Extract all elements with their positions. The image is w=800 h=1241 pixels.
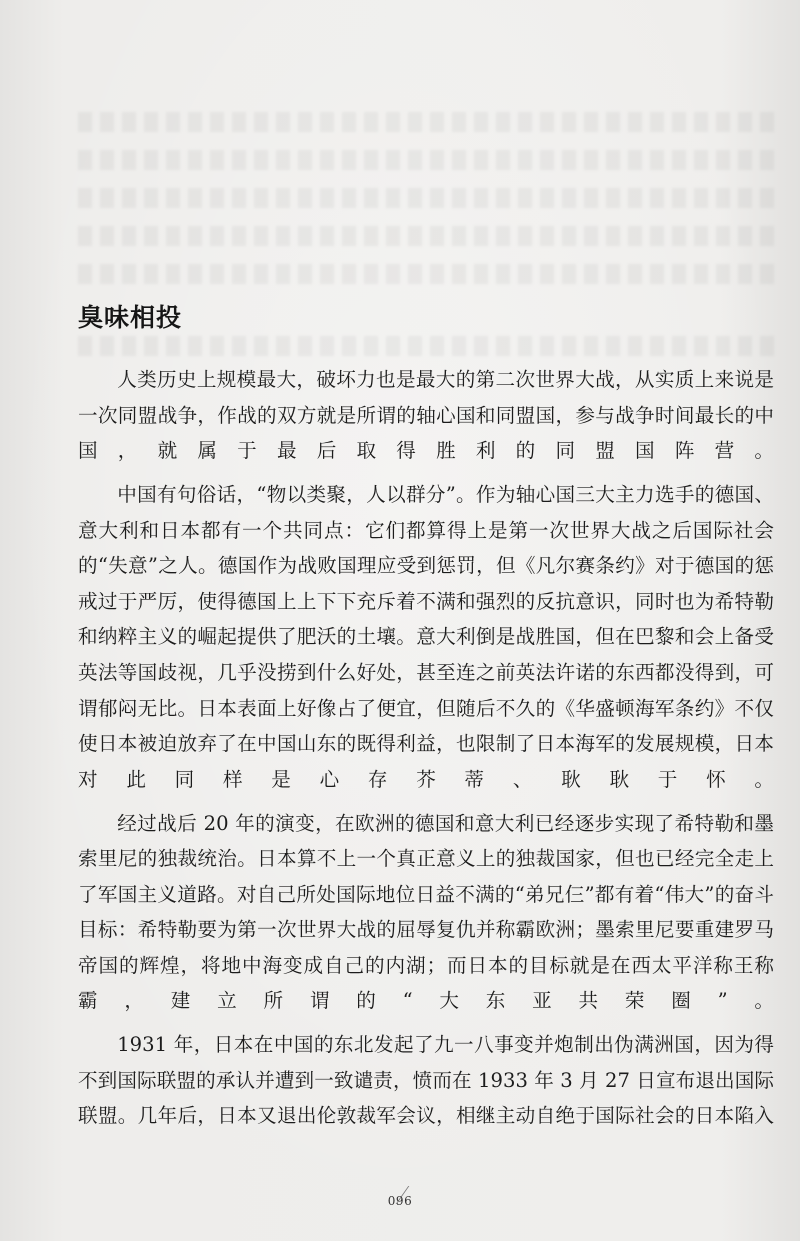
paragraph: 经过战后 20 年的演变，在欧洲的德国和意大利已经逐步实现了希特勒和墨索里尼的独裁统治。日本算不上一个真正意义上的独裁国家，但也已经完全走上了军国主义道路。对自己所处国际地位日益不满的“弟兄仨”都有着“伟大”的奋斗目标：希特勒要为第一次世界大战的屈辱复仇并称霸欧洲；墨索里尼要重建罗马帝国的辉煌，将地中海变成自己的内湖；而日本的目标就是在西太平洋称王称霸，建立所谓的“大东亚共荣圈”。: [78, 811, 774, 1013]
bleed-through-line: [78, 336, 778, 356]
body-text: [78, 362, 774, 1142]
paragraph: 1931 年，日本在中国的东北发起了九一八事变并炮制出伪满洲国，因为得不到国际联盟的承认并遭到一致谴责，愤而在 1933 年 3 月 27 日宣布退出国际联盟。几年后，日本又退出伦敦裁军会议，相继主动自绝于国际社会的日本陷入: [78, 1033, 774, 1128]
paragraph: 人类历史上规模最大，破坏力也是最大的第二次世界大战，从实质上来说是一次同盟战争，作战的双方就是所谓的轴心国和同盟国，参与战争时间最长的中国，就属于最后取得胜利的同盟国阵营。: [78, 368, 774, 463]
bleed-through-line: [78, 226, 778, 246]
bleed-through-line: [78, 150, 778, 170]
paragraph: 中国有句俗话，“物以类聚，人以群分”。作为轴心国三大主力选手的德国、意大利和日本都有一个共同点：它们都算得上是第一次世界大战之后国际社会的“失意”之人。德国作为战败国理应受到惩罚，但《凡尔赛条约》对于德国的惩戒过于严厉，使得德国上上下下充斥着不满和强烈的反抗意识，同时也为希特勒和纳粹主义的崛起提供了肥沃的土壤。意大利倒是战胜国，但在巴黎和会上备受英法等国歧视，几乎没捞到什么好处，甚至连之前英法许诺的东西都没得到，可谓郁闷无比。日本表面上好像占了便宜，但随后不久的《华盛顿海军条约》不仅使日本被迫放弃了在中国山东的既得利益，也限制了日本海军的发展规模，日本对此同样是心存芥蒂、耿耿于怀。: [78, 482, 774, 791]
bleed-through-line: [78, 188, 778, 208]
section-heading: 臭味相投: [78, 303, 183, 332]
bleed-through-line: [78, 264, 778, 284]
bleed-through-line: [78, 112, 778, 132]
page-number: 096: [387, 1194, 413, 1208]
